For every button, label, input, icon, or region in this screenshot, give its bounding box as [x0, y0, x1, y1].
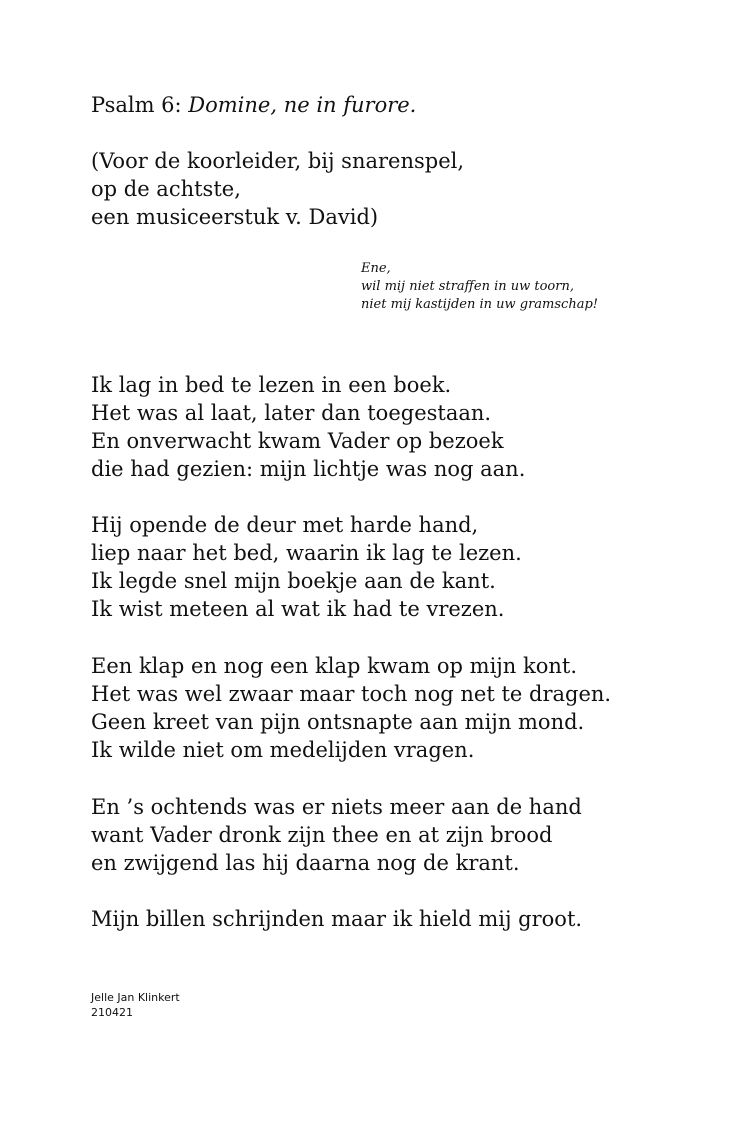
verse-line: en zwijgend las hij daarna nog de krant.: [91, 851, 520, 875]
verse-line: Het was wel zwaar maar toch nog net te dragen.: [91, 682, 612, 706]
verse-line: Ik legde snel mijn boekje aan de kant.: [91, 569, 496, 593]
verse-line: want Vader dronk zijn thee en at zijn brood: [91, 823, 553, 847]
verse-line: Hij opende de deur met harde hand,: [91, 513, 479, 537]
verse-line: Ik wist meteen al wat ik had te vrezen.: [91, 597, 505, 621]
intro-line: (Voor de koorleider, bij snarenspel,: [91, 149, 465, 173]
motto-line: Ene,: [361, 261, 391, 276]
verse-line: Mijn billen schrijnden maar ik hield mij groot.: [91, 907, 583, 931]
author-date: 210421: [91, 1006, 133, 1019]
verse-line: Ik lag in bed te lezen in een boek.: [91, 373, 452, 397]
stanza-5: [91, 905, 582, 933]
stanza-2: [91, 511, 522, 623]
title-latin: Domine, ne in furore.: [188, 93, 417, 117]
motto-line: wil mij niet straffen in uw toorn,: [361, 279, 574, 294]
stanza-4: [91, 793, 582, 877]
motto-block: [361, 260, 598, 314]
stanza-3: [91, 652, 611, 764]
author-block: [91, 990, 180, 1020]
verse-line: En ’s ochtends was er niets meer aan de hand: [91, 795, 582, 819]
verse-line: Het was al laat, later dan toegestaan.: [91, 401, 492, 425]
poem-title: [91, 91, 416, 119]
verse-line: liep naar het bed, waarin ik lag te lezen.: [91, 541, 522, 565]
intro-line: op de achtste,: [91, 177, 241, 201]
verse-line: En onverwacht kwam Vader op bezoek: [91, 429, 504, 453]
title-prefix: Psalm 6:: [91, 93, 189, 117]
verse-line: Geen kreet van pijn ontsnapte aan mijn mond.: [91, 710, 585, 734]
verse-line: die had gezien: mijn lichtje was nog aan.: [91, 457, 526, 481]
stanza-1: [91, 371, 525, 483]
intro-block: [91, 147, 464, 231]
verse-line: Ik wilde niet om medelijden vragen.: [91, 738, 475, 762]
author-name: Jelle Jan Klinkert: [91, 991, 180, 1004]
motto-line: niet mij kastijden in uw gramschap!: [361, 297, 598, 312]
intro-line: een musiceerstuk v. David): [91, 205, 379, 229]
verse-line: Een klap en nog een klap kwam op mijn kont.: [91, 654, 578, 678]
